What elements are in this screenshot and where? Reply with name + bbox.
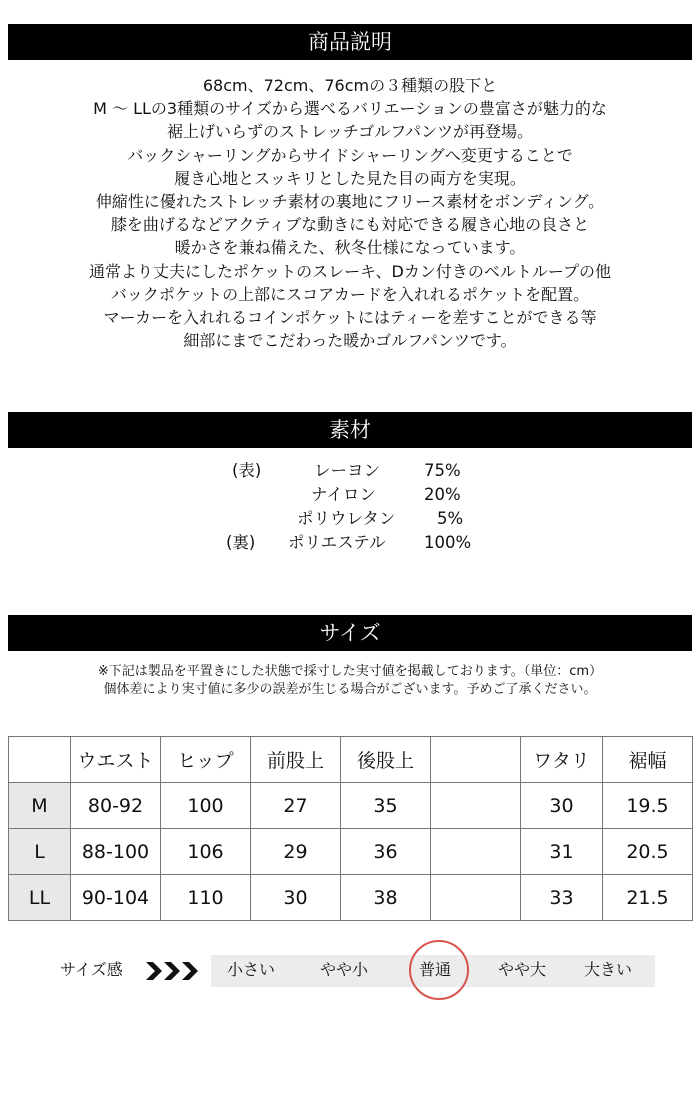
- table-row: [9, 875, 693, 921]
- table-cell: 38: [341, 875, 431, 921]
- description-line: 68cm、72cm、76cmの３種類の股下と: [202, 76, 498, 95]
- table-cell: 80-92: [71, 783, 161, 829]
- material-percent: 75%: [424, 461, 461, 480]
- material-name: ポリウレタン: [297, 509, 396, 528]
- material-name: ポリエステル: [288, 533, 386, 552]
- size-feel-option: 大きい: [584, 960, 633, 979]
- table-cell: 21.5: [603, 875, 693, 921]
- table-cell: 36: [341, 829, 431, 875]
- selected-circle-marker: [409, 940, 469, 1000]
- table-cell: 33: [521, 875, 603, 921]
- table-header-cell: 後股上: [341, 737, 431, 783]
- table-cell: 88-100: [71, 829, 161, 875]
- table-header-cell: [9, 737, 71, 783]
- description-line: 履き心地とスッキリとした見た目の両方を実現。: [174, 168, 526, 188]
- table-header-cell: [431, 737, 521, 783]
- size-label-cell: LL: [9, 875, 71, 921]
- size-feel-option: 小さい: [227, 960, 276, 979]
- description-line: 暖かさを兼ね備えた、秋冬仕様になっています。: [174, 238, 526, 258]
- description-line: 通常より丈夫にしたポケットのスレーキ、Dカン付きのベルトループの他: [88, 261, 612, 281]
- table-cell: [431, 829, 521, 875]
- table-cell: 19.5: [603, 783, 693, 829]
- description-line: 細部にまでこだわった暖かゴルフパンツです。: [183, 331, 517, 351]
- triple-arrow-icon: [146, 960, 200, 982]
- size-label-cell: L: [9, 829, 71, 875]
- size-feel-label: サイズ感: [60, 960, 123, 979]
- size-note: 個体差により実寸値に多少の誤差が生じる場合がございます。予めご了承ください。: [103, 682, 597, 697]
- section-header-size: サイズ: [8, 615, 692, 651]
- material-back-label: (裏): [226, 533, 256, 552]
- table-cell: 30: [521, 783, 603, 829]
- description-line: バックポケットの上部にスコアカードを入れれるポケットを配置。: [110, 284, 590, 304]
- table-header-row: [9, 737, 693, 783]
- size-note: ※下記は製品を平置きにした状態で採寸した実寸値を掲載しております。（単位：cm）: [97, 664, 603, 679]
- size-table: [8, 736, 693, 921]
- description-line: M ～ LLの3種類のサイズから選べるバリエーションの豊富さが魅力的な: [93, 99, 607, 119]
- table-cell: [431, 783, 521, 829]
- table-header-cell: ヒップ: [161, 737, 251, 783]
- table-cell: 29: [251, 829, 341, 875]
- material-percent: 100%: [424, 533, 472, 552]
- size-notes: [0, 663, 700, 699]
- table-cell: 110: [161, 875, 251, 921]
- table-cell: 90-104: [71, 875, 161, 921]
- description-line: 伸縮性に優れたストレッチ素材の裏地にフリース素材をボンディング。: [95, 192, 605, 212]
- material-name: ナイロン: [311, 485, 376, 504]
- table-cell: 106: [161, 829, 251, 875]
- description-line: 膝を曲げるなどアクティブな動きにも対応できる履き心地の良さと: [110, 215, 590, 235]
- size-feel-option: やや小: [320, 960, 369, 979]
- table-header-cell: 前股上: [251, 737, 341, 783]
- description-line: マーカーを入れれるコインポケットにはティーを差すことができる等: [103, 308, 597, 328]
- description-line: 裾上げいらずのストレッチゴルフパンツが再登場。: [167, 122, 533, 142]
- size-feel-option-selected: 普通: [419, 960, 452, 979]
- section-header-description: 商品説明: [8, 24, 692, 60]
- material-percent: 20%: [424, 485, 461, 504]
- table-header-cell: ワタリ: [521, 737, 603, 783]
- table-row: [9, 829, 693, 875]
- table-cell: 27: [251, 783, 341, 829]
- table-cell: 30: [251, 875, 341, 921]
- table-cell: [431, 875, 521, 921]
- material-percent: 5%: [437, 509, 464, 528]
- size-label-cell: M: [9, 783, 71, 829]
- material-name: レーヨン: [314, 461, 380, 480]
- size-feel-option: やや大: [498, 960, 547, 979]
- table-cell: 31: [521, 829, 603, 875]
- table-row: [9, 783, 693, 829]
- product-description: [0, 74, 700, 352]
- table-cell: 35: [341, 783, 431, 829]
- table-cell: 100: [161, 783, 251, 829]
- section-header-material: 素材: [8, 412, 692, 448]
- description-line: バックシャーリングからサイドシャーリングへ変更することで: [127, 145, 573, 165]
- table-cell: 20.5: [603, 829, 693, 875]
- table-header-cell: ウエスト: [71, 737, 161, 783]
- table-header-cell: 裾幅: [603, 737, 693, 783]
- material-front-label: (表): [232, 461, 262, 480]
